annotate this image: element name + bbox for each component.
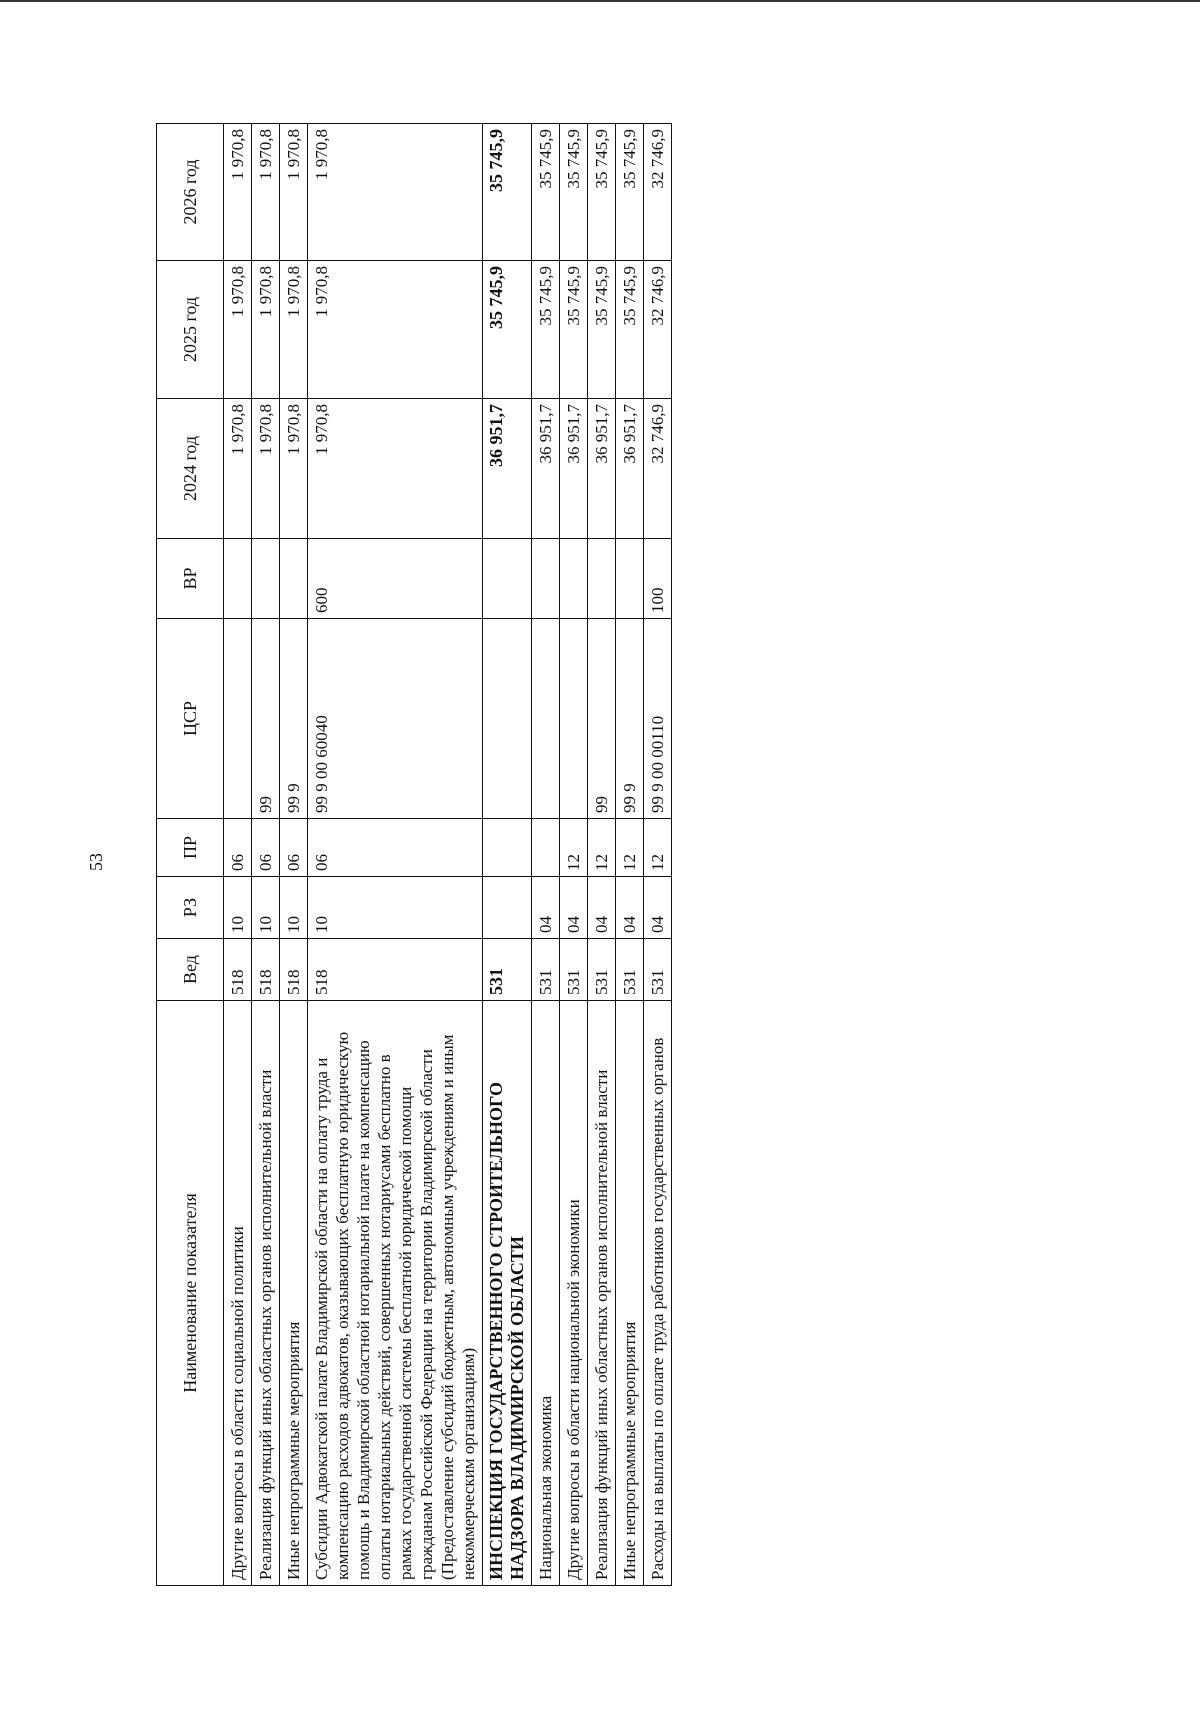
cell-name: Национальная экономика <box>532 1001 560 1586</box>
cell-name: Реализация функций иных областных органов исполнительной власти <box>252 1001 280 1586</box>
cell-name: Иные непрограммные мероприятия <box>616 1001 644 1586</box>
table-header-row <box>157 124 224 1586</box>
cell-2024: 36 951,7 <box>588 399 616 539</box>
cell-vr <box>280 539 308 619</box>
header-ved: Вед <box>157 939 224 1001</box>
cell-csr <box>532 619 560 819</box>
cell-vr <box>560 539 588 619</box>
cell-name: ИНСПЕКЦИЯ ГОСУДАРСТВЕННОГО СТРОИТЕЛЬНОГО НАДЗОРА ВЛАДИМИРСКОЙ ОБЛАСТИ <box>483 1001 532 1586</box>
cell-ved: 531 <box>483 939 532 1001</box>
header-pr: ПР <box>157 819 224 877</box>
cell-pr: 06 <box>308 819 483 877</box>
cell-vr <box>483 539 532 619</box>
header-csr: ЦСР <box>157 619 224 819</box>
cell-2025: 1 970,8 <box>224 261 252 399</box>
cell-vr: 100 <box>644 539 672 619</box>
cell-pr <box>532 819 560 877</box>
cell-csr: 99 <box>252 619 280 819</box>
cell-2024: 1 970,8 <box>280 399 308 539</box>
cell-pr: 12 <box>560 819 588 877</box>
cell-pr <box>483 819 532 877</box>
table-body <box>224 124 672 1586</box>
cell-ved: 531 <box>560 939 588 1001</box>
table-container <box>156 124 1056 1586</box>
table-row <box>588 124 616 1586</box>
cell-name: Субсидии Адвокатской палате Владимирской области на оплату труда и компенсацию расходов адвокатов, оказывающих бесплатную юридическую помощь и Владимирской областной нотариальной палате на компенсацию оплаты нотариальных действий, совершенных нотариусами бесплатно в рамках государственной системы бесплатной юридической помощи гражданам Российской Федерации на территории Владимирской области (Предоставление субсидий бюджетным, автономным учреждениям и иным некоммерческим организациям) <box>308 1001 483 1586</box>
cell-2024: 36 951,7 <box>560 399 588 539</box>
cell-name: Другие вопросы в области социальной политики <box>224 1001 252 1586</box>
cell-rz <box>483 877 532 939</box>
cell-2025: 1 970,8 <box>308 261 483 399</box>
cell-2024: 1 970,8 <box>308 399 483 539</box>
cell-vr <box>616 539 644 619</box>
cell-ved: 531 <box>616 939 644 1001</box>
table-row <box>616 124 644 1586</box>
cell-ved: 518 <box>308 939 483 1001</box>
cell-rz: 04 <box>616 877 644 939</box>
cell-pr: 06 <box>252 819 280 877</box>
cell-2026: 35 745,9 <box>588 124 616 261</box>
table-row <box>224 124 252 1586</box>
cell-name: Иные непрограммные мероприятия <box>280 1001 308 1586</box>
cell-2024: 32 746,9 <box>644 399 672 539</box>
cell-rz: 10 <box>252 877 280 939</box>
cell-2026: 35 745,9 <box>483 124 532 261</box>
header-2026: 2026 год <box>157 124 224 261</box>
cell-csr <box>224 619 252 819</box>
cell-rz: 10 <box>308 877 483 939</box>
header-rz: РЗ <box>157 877 224 939</box>
header-vr: ВР <box>157 539 224 619</box>
cell-2025: 35 745,9 <box>560 261 588 399</box>
cell-csr: 99 9 <box>616 619 644 819</box>
cell-2026: 1 970,8 <box>224 124 252 261</box>
cell-pr: 12 <box>588 819 616 877</box>
cell-2026: 1 970,8 <box>280 124 308 261</box>
cell-csr: 99 9 <box>280 619 308 819</box>
table-row <box>252 124 280 1586</box>
cell-2025: 1 970,8 <box>280 261 308 399</box>
rotated-table <box>156 124 1056 1586</box>
cell-pr: 06 <box>224 819 252 877</box>
cell-csr: 99 <box>588 619 616 819</box>
cell-name: Другие вопросы в области национальной экономики <box>560 1001 588 1586</box>
table-row <box>280 124 308 1586</box>
cell-2025: 32 746,9 <box>644 261 672 399</box>
cell-csr: 99 9 00 00110 <box>644 619 672 819</box>
cell-2024: 36 951,7 <box>532 399 560 539</box>
table-row <box>483 124 532 1586</box>
cell-2026: 35 745,9 <box>532 124 560 261</box>
header-2025: 2025 год <box>157 261 224 399</box>
cell-2025: 1 970,8 <box>252 261 280 399</box>
cell-2025: 35 745,9 <box>616 261 644 399</box>
cell-vr: 600 <box>308 539 483 619</box>
top-border-line <box>0 0 1200 2</box>
cell-vr <box>224 539 252 619</box>
cell-ved: 531 <box>644 939 672 1001</box>
header-name: Наименование показателя <box>157 1001 224 1586</box>
cell-csr: 99 9 00 60040 <box>308 619 483 819</box>
cell-vr <box>588 539 616 619</box>
cell-vr <box>532 539 560 619</box>
cell-name: Расходы на выплаты по оплате труда работников государственных органов <box>644 1001 672 1586</box>
cell-rz: 04 <box>560 877 588 939</box>
cell-2026: 35 745,9 <box>560 124 588 261</box>
cell-csr <box>483 619 532 819</box>
budget-table <box>156 123 672 1586</box>
table-row <box>532 124 560 1586</box>
cell-2026: 1 970,8 <box>252 124 280 261</box>
cell-pr: 12 <box>616 819 644 877</box>
cell-vr <box>252 539 280 619</box>
cell-pr: 12 <box>644 819 672 877</box>
table-row <box>644 124 672 1586</box>
cell-2024: 1 970,8 <box>224 399 252 539</box>
cell-ved: 518 <box>224 939 252 1001</box>
cell-2025: 35 745,9 <box>483 261 532 399</box>
cell-name: Реализация функций иных областных органов исполнительной власти <box>588 1001 616 1586</box>
cell-csr <box>560 619 588 819</box>
cell-rz: 10 <box>224 877 252 939</box>
page-number: 53 <box>86 853 106 871</box>
cell-2024: 36 951,7 <box>483 399 532 539</box>
cell-2025: 35 745,9 <box>532 261 560 399</box>
cell-ved: 518 <box>280 939 308 1001</box>
cell-pr: 06 <box>280 819 308 877</box>
cell-2026: 1 970,8 <box>308 124 483 261</box>
cell-rz: 04 <box>644 877 672 939</box>
cell-2024: 1 970,8 <box>252 399 280 539</box>
cell-rz: 04 <box>532 877 560 939</box>
cell-rz: 10 <box>280 877 308 939</box>
header-2024: 2024 год <box>157 399 224 539</box>
cell-2026: 35 745,9 <box>616 124 644 261</box>
cell-ved: 518 <box>252 939 280 1001</box>
table-row <box>308 124 483 1586</box>
cell-ved: 531 <box>532 939 560 1001</box>
table-row <box>560 124 588 1586</box>
cell-ved: 531 <box>588 939 616 1001</box>
cell-2025: 35 745,9 <box>588 261 616 399</box>
cell-rz: 04 <box>588 877 616 939</box>
cell-2026: 32 746,9 <box>644 124 672 261</box>
cell-2024: 36 951,7 <box>616 399 644 539</box>
